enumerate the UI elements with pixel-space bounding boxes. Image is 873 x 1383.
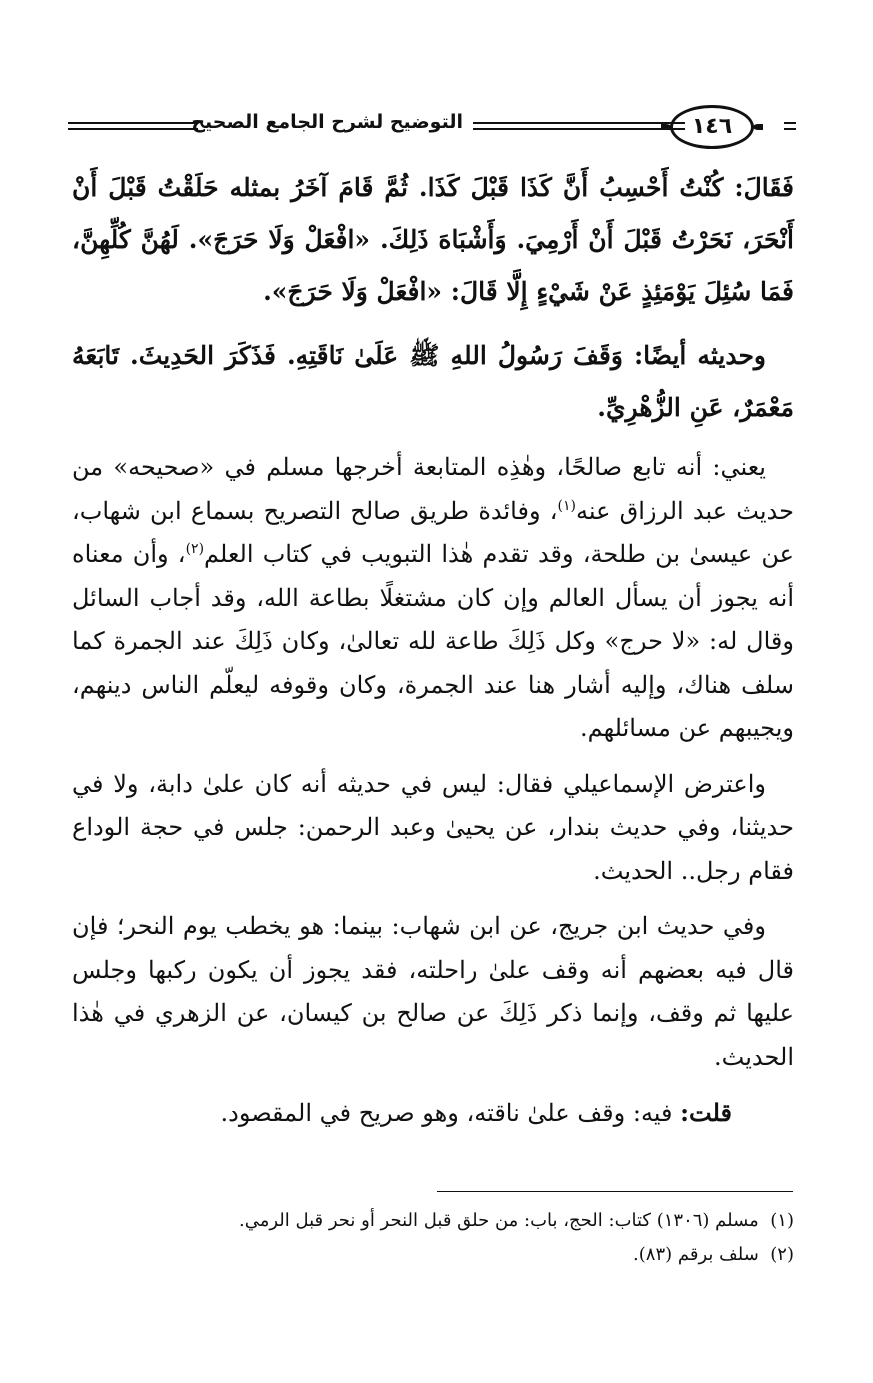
footnote-separator [437,1191,793,1192]
commentary-paragraph-3: وفي حديث ابن جريج، عن ابن شهاب: بينما: هو يخطب يوم النحر؛ فإن قال فيه بعضهم أنه وقف علىٰ راحلته، فقد يجوز أن يكون ركبها وجلس عليها ثم وقف، وإنما ذكر ذَلِكَ عن صالح بن كيسان، عن الزهري في هٰذا الحديث. [72,912,794,1071]
page-body [72,162,794,1148]
header-rule-right [784,122,796,130]
header-rule-middle [473,122,685,130]
page-number: ١٤٦ [670,105,754,149]
commentary-paragraph-1 [72,446,794,751]
commentary-text: يعني: أنه تابع صالحًا، وهٰذِه المتابعة أخرجها مسلم في «صحيحه» من حديث عبد الرزاق عنه [72,453,794,525]
footnotes [72,1204,794,1272]
footnote-text: سلف برقم (٨٣). [633,1244,759,1265]
footnote-marker: (٢) [770,1244,794,1265]
qultu-label: قلت: [680,1098,732,1127]
footnote-ref-1[interactable]: (١) [557,497,576,514]
footnote-ref-2[interactable]: (٢) [185,541,205,557]
hadith-second-narration: وحديثه أيضًا: وَقَفَ رَسُولُ اللهِ ﷺ عَلَىٰ نَاقَتِهِ. فَذَكَرَ الحَدِيثَ. تَابَعَهُ مَعْمَرٌ، عَنِ الزُّهْرِيِّ. [72,341,794,422]
footnote-text: مسلم (١٣٠٦) كتاب: الحج، باب: من حلق قبل النحر أو نحر قبل الرمي. [238,1210,759,1231]
commentary-paragraph-4 [72,1091,794,1136]
commentary-paragraph-2: واعترض الإسماعيلي فقال: ليس في حديثه أنه كان علىٰ دابة، ولا في حديثنا، وفي حديث بندار، عن يحيىٰ وعبد الرحمن: جلس في حجة الوداع فقام رجل.. الحديث. [72,769,794,885]
footnote-2 [72,1238,794,1272]
commentary-text: فيه: وقف علىٰ ناقته، وهو صريح في المقصود. [220,1099,681,1127]
running-title: التوضيح لشرح الجامع الصحيح [191,111,463,133]
hadith-text-paragraph: فَقَالَ: كُنْتُ أَحْسِبُ أَنَّ كَذَا قَبْلَ كَذَا. ثُمَّ قَامَ آخَرُ بمثله حَلَقْتُ قَبْلَ أَنْ أَنْحَرَ، نَحَرْتُ قَبْلَ أَنْ أَرْمِيَ. وَأَشْبَاهَ ذَلِكَ. «افْعَلْ وَلَا حَرَجَ». لَهُنَّ كُلِّهِنَّ، فَمَا سُئِلَ يَوْمَئِذٍ عَنْ شَيْءٍ إِلَّا قَالَ: «افْعَلْ وَلَا حَرَجَ». [72,173,794,306]
commentary-text: ، وفائدة طريق صالح التصريح بسماع ابن شهاب، عن عيسىٰ بن طلحة، وقد تقدم هٰذا التبويب في كتاب العلم [72,496,795,568]
commentary-text: ، وأن معناه أنه يجوز أن يسأل العالم وإن كان مشتغلًا بطاعة الله، وقد أجاب السائل وقال له: «لا حرج» وكل ذَلِكَ طاعة لله تعالىٰ، وكان ذَلِكَ عند الجمرة كما سلف هناك، وإليه أشار هنا عند الجمرة، وكان وقوفه ليعلّم الناس دينهم، ويجيبهم عن مسائلهم. [72,540,794,742]
footnote-1 [72,1204,794,1238]
page-header [68,100,796,150]
footnote-marker: (١) [770,1210,794,1231]
header-rule-left [68,122,198,130]
